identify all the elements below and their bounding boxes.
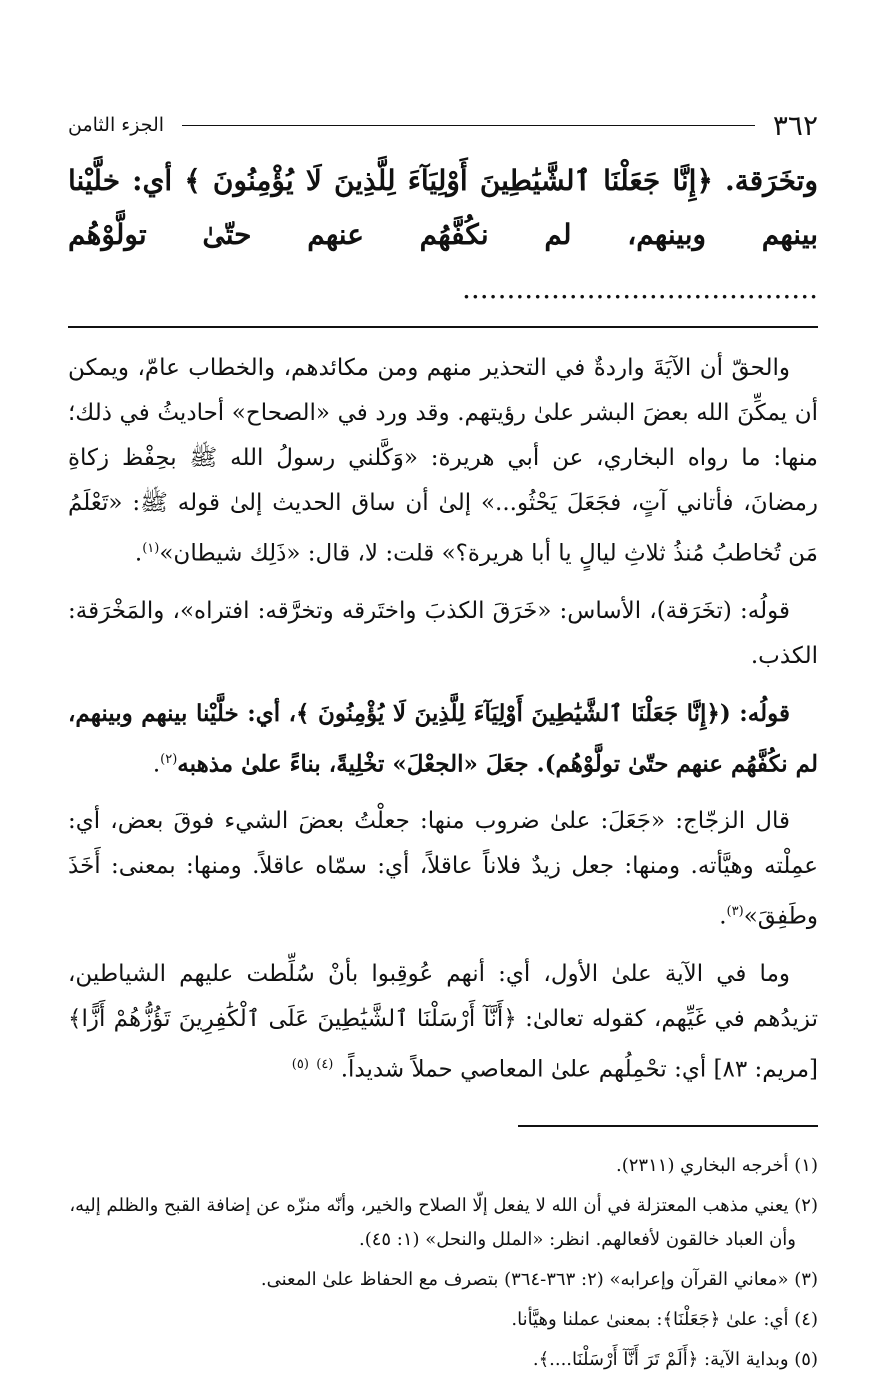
footnote-ref: (٥) <box>291 1056 309 1072</box>
commentary-paragraph-1: والحقّ أن الآيَةَ واردةٌ في التحذير منهم ومن مكائدهم، والخطاب عامّ، ويمكن أن يمكِّنَ الله بعضَ البشر علىٰ رؤيتهم. وقد ورد في «الصحاح» أحاديثُ في ذلك؛ منها: ما رواه البخاري، عن أبي هريرة: «وَكَّلني رسولُ الله ﷺ بحِفْظ زكاةِ رمضانَ، فأتاني آتٍ، فجَعَلَ يَحْثُو...» إلىٰ أن ساق الحديث إلىٰ قوله ﷺ: «تَعْلَمُ مَن تُخاطبُ مُنذُ ثلاثِ ليالٍ يا أبا هريرة؟» قلت: لا، قال: «ذَلِك شيطان»$^{(١)}$. <box>68 355 818 567</box>
footnote-ref: (١) <box>142 541 160 556</box>
commentary-paragraph-4: قال الزجّاج: «جَعَلَ: علىٰ ضروب منها: جعلْتُ بعضَ الشيء فوقَ بعض، أي: عمِلْته وهيَّأته. ومنها: جعل زيدٌ فلاناً عاقلاً، أي: سمّاه عاقلاً. ومنها: بمعنى: أَخَذَ وطَفِقَ»$^{(٣)}$. <box>68 808 818 930</box>
footnote-ref: (٤) <box>316 1056 334 1072</box>
footnote-rule-wrap <box>68 1105 818 1149</box>
footnote-3: (٣) «معاني القرآن وإعرابه» (٢: ٣٦٣-٣٦٤) بتصرف مع الحفاظ علىٰ المعنى. <box>260 1268 818 1290</box>
footnote-5: (٥) وبداية الآية: ﴿أَلَمْ تَرَ أَنَّآ أَرْسَلْنَا....﴾. <box>532 1348 818 1370</box>
base-text-content: وتخَرَقة. ﴿إِنَّا جَعَلْنَا ٱلشَّيَٰطِينَ أَوْلِيَآءَ لِلَّذِينَ لَا يُؤْمِنُونَ ﴾ أي: خلَّيْنا بينهم وبينهم، لم نكُفَّهُم عنهم حتّىٰ تولَّوْهُم <box>68 164 818 251</box>
footnote-2 <box>68 1189 818 1257</box>
paragraph-text: قولُه: (تخَرَقة)، الأساس: «خَرَقَ الكذبَ واختَرقه وتخرَّقه: افتراه»، والمَخْرَقة: الكذب. <box>68 597 818 669</box>
commentary-paragraph-3: قولُه: (﴿إِنَّا جَعَلْنَا ٱلشَّيَٰطِينَ أَوْلِيَآءَ لِلَّذِينَ لَا يُؤْمِنُونَ ﴾، أي: خلَّيْنا بينهم وبينهم، لم نكُفَّهُم عنهم حتّىٰ تولَّوْهُم). جعَلَ «الجعْلَ» تخْلِيةً، بناءً علىٰ مذهبه$^{(٢)}$. <box>68 699 818 778</box>
footnote-rule <box>518 1125 818 1127</box>
commentary-paragraph-5 <box>68 952 818 1093</box>
paragraph-text: قولُه: (﴿إِنَّا جَعَلْنَا ٱلشَّيَٰطِينَ أَوْلِيَآءَ لِلَّذِينَ لَا يُؤْمِنُونَ ﴾، أي: خلَّيْنا بينهم وبينهم، لم نكُفَّهُم عنهم حتّىٰ تولَّوْهُم). جعَلَ «الجعْلَ» تخْلِيةً، بناءً علىٰ مذهبه <box>68 699 818 778</box>
page-header <box>68 108 818 142</box>
paragraph-text: قال الزجّاج: «جَعَلَ: علىٰ ضروب منها: جعلْتُ بعضَ الشيء فوقَ بعض، أي: عمِلْته وهيَّأته. ومنها: جعل زيدٌ فلاناً عاقلاً، أي: سمّاه عاقلاً. ومنها: بمعنى: أَخَذَ وطَفِقَ» <box>68 808 818 930</box>
base-text-dots: ........................................ <box>461 272 818 305</box>
footnote-4: (٤) أي: علىٰ ﴿جَعَلْنَا﴾: بمعنىٰ عملنا وهيَّأنا. <box>511 1308 818 1330</box>
footnote-1: (١) أخرجه البخاري (٢٣١١). <box>616 1154 818 1176</box>
book-page <box>68 108 818 1383</box>
footnote-ref: (٣) <box>726 904 744 920</box>
page-number: ٣٦٢ <box>772 108 818 142</box>
part-title: الجزء الثامن <box>68 114 165 136</box>
paragraph-text: وما في الآية علىٰ الأول، أي: أنهم عُوقِبوا بأنْ سُلِّطت عليهم الشياطين، تزيدُهم في غَيِّهم، كقوله تعالىٰ: ﴿أَنَّآ أَرْسَلْنَا ٱلشَّيَٰطِينَ عَلَى ٱلْكَٰفِرِينَ تَؤُزُّهُمْ أَزًّا﴾ [مريم: ٨٣] أي: تحْمِلُهم علىٰ المعاصي حملاً شديداً. <box>68 960 818 1083</box>
footnote-2-line-2: وأن العباد خالقون لأفعالهم. انظر: «الملل والنحل» (١: ٤٥). <box>358 1228 796 1250</box>
commentary-paragraph-2 <box>68 589 818 679</box>
footnote-2-line-1: (٢) يعني مذهب المعتزلة في أن الله لا يفعل إلّا الصلاح والخير، وأنّه منزّه عن إضافة القبح والظلم إليه، <box>69 1194 818 1216</box>
base-text <box>68 154 818 316</box>
header-rule <box>182 125 755 126</box>
commentary-separator <box>68 326 818 328</box>
footnotes <box>68 1149 818 1377</box>
footnote-ref: (٢) <box>160 751 178 767</box>
paragraph-text: والحقّ أن الآيَةَ واردةٌ في التحذير منهم ومن مكائدهم، والخطاب عامّ، ويمكن أن يمكِّنَ الله بعضَ البشر علىٰ رؤيتهم. وقد ورد في «الصحاح» أحاديثُ في ذلك؛ منها: ما رواه البخاري، عن أبي هريرة: «وَكَّلني رسولُ الله ﷺ بحِفْظ زكاةِ رمضانَ، فأتاني آتٍ، فجَعَلَ يَحْثُو...» إلىٰ أن ساق الحديث إلىٰ قوله ﷺ: «تَعْلَمُ مَن تُخاطبُ مُنذُ ثلاثِ ليالٍ يا أبا هريرة؟» قلت: لا، قال: «ذَلِك شيطان» <box>68 355 818 567</box>
